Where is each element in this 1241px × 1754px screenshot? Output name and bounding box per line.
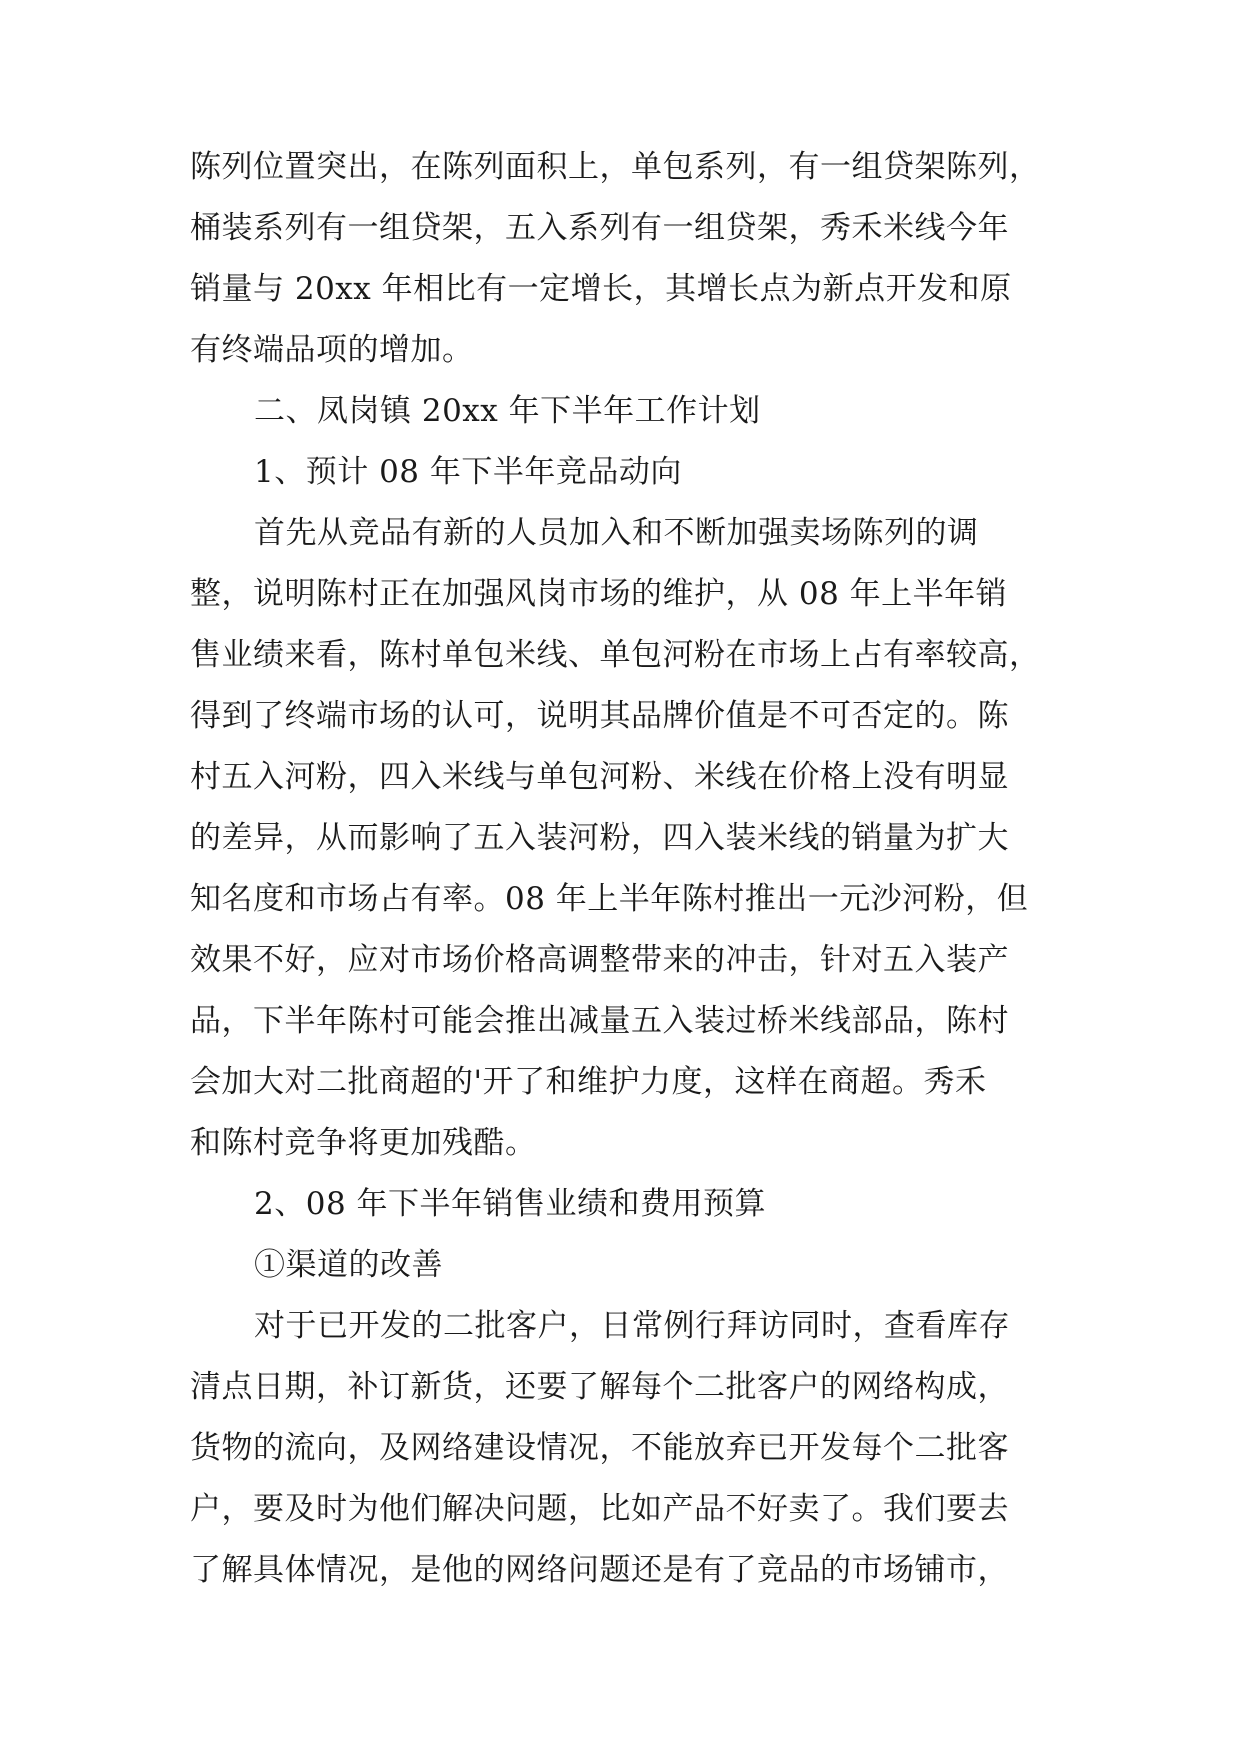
body-text-line: 的差异，从而影响了五入装河粉，四入装米线的销量为扩大: [190, 820, 1009, 856]
body-text-line: 有终端品项的增加。: [190, 332, 474, 368]
body-text-line: 陈列位置突出，在陈列面积上，单包系列，有一组贷架陈列，: [190, 149, 1041, 185]
body-text-line: 效果不好，应对市场价格高调整带来的冲击，针对五入装产: [190, 942, 1009, 978]
body-text-line: 品，下半年陈村可能会推出减量五入装过桥米线部品，陈村: [190, 1003, 1009, 1039]
body-text-line: 货物的流向，及网络建设情况，不能放弃已开发每个二批客: [190, 1430, 1009, 1466]
body-text-line: 首先从竞品有新的人员加入和不断加强卖场陈列的调: [254, 515, 979, 551]
list-heading: ①渠道的改善: [254, 1247, 443, 1283]
body-text-line: 销量与 20xx 年相比有一定增长，其增长点为新点开发和原: [190, 271, 1012, 307]
body-text-line: 对于已开发的二批客户，日常例行拜访同时，查看库存: [254, 1308, 1010, 1344]
body-text-line: 整，说明陈村正在加强风岗市场的维护，从 08 年上半年销: [190, 576, 1008, 612]
body-text-line: 村五入河粉，四入米线与单包河粉、米线在价格上没有明显: [190, 759, 1009, 795]
subsection-heading: 2、08 年下半年销售业绩和费用预算: [254, 1186, 767, 1222]
body-text-line: 桶装系列有一组贷架，五入系列有一组贷架，秀禾米线今年: [190, 210, 1009, 246]
body-text-line: 得到了终端市场的认可，说明其品牌价值是不可否定的。陈: [190, 698, 1009, 734]
body-text-line: 知名度和市场占有率。08 年上半年陈村推出一元沙河粉，但: [190, 881, 1029, 917]
body-text-line: 户，要及时为他们解决问题，比如产品不好卖了。我们要去: [190, 1491, 1009, 1527]
body-text-line: 售业绩来看，陈村单包米线、单包河粉在市场上占有率较高，: [190, 637, 1041, 673]
body-text-line: 和陈村竞争将更加残酷。: [190, 1125, 537, 1161]
body-text-line: 清点日期，补订新货，还要了解每个二批客户的网络构成，: [190, 1369, 1009, 1405]
body-text-line: 会加大对二批商超的'开了和维护力度，这样在商超。秀禾: [190, 1064, 987, 1100]
section-heading: 二、凤岗镇 20xx 年下半年工作计划: [254, 393, 761, 429]
subsection-heading: 1、预计 08 年下半年竞品动向: [254, 454, 682, 490]
body-text-line: 了解具体情况，是他的网络问题还是有了竞品的市场铺市，: [190, 1552, 1009, 1588]
